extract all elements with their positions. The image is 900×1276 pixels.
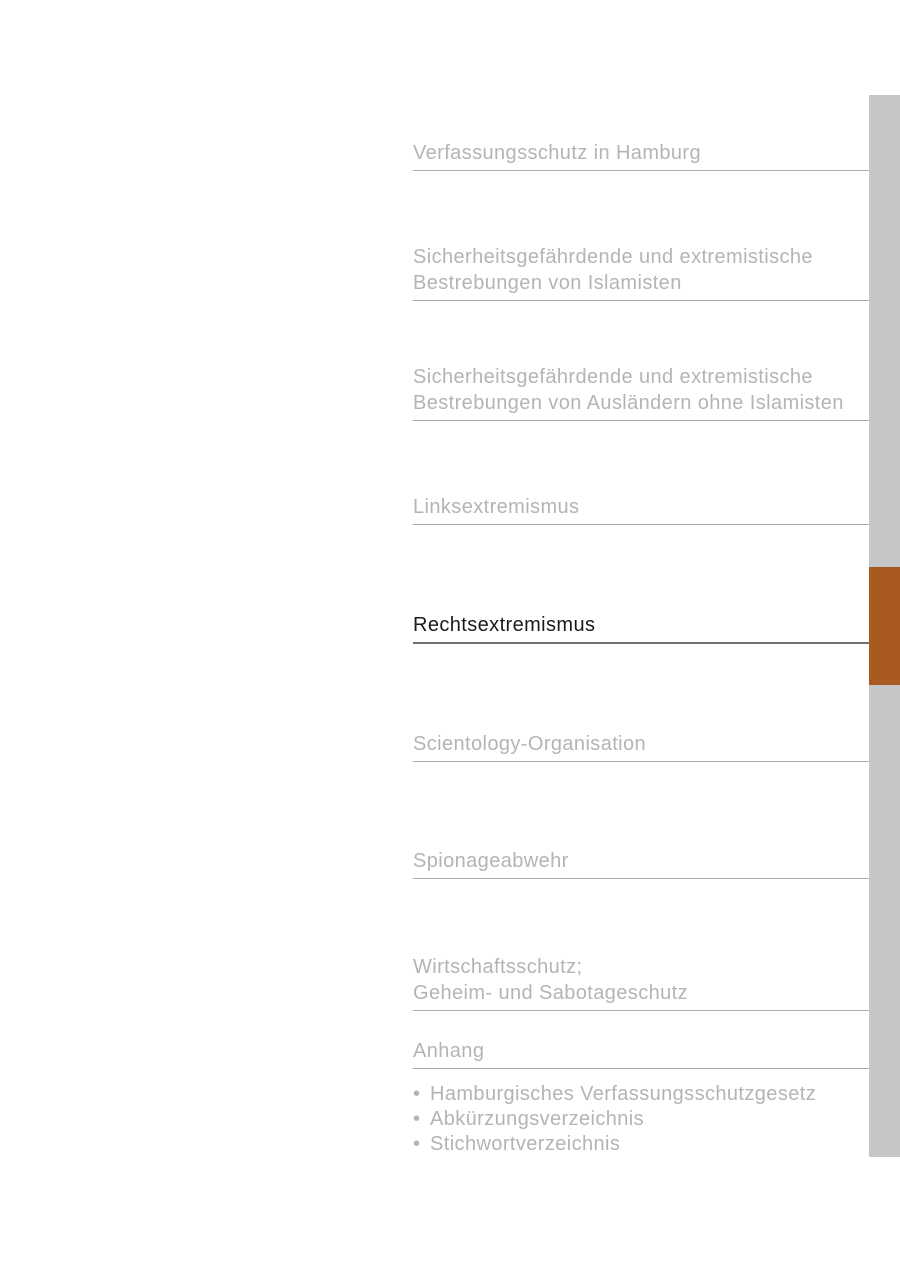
- toc-entry-spionageabwehr: [413, 848, 869, 879]
- section-rule: [413, 170, 869, 171]
- appendix-item-label: Hamburgisches Verfassungsschutzgesetz: [430, 1083, 817, 1105]
- toc-entry-verfassungsschutz-in-hamburg: [413, 140, 869, 171]
- section-rule: [413, 420, 869, 421]
- toc-entry-label: Anhang: [413, 1040, 485, 1062]
- toc-entry-rechtsextremismus-active: [413, 612, 869, 644]
- section-rule: [413, 761, 869, 762]
- toc-entry-scientology-organisation: [413, 731, 869, 762]
- toc-entry-label: Scientology-Organisation: [413, 733, 647, 755]
- toc-entry-label: Bestrebungen von Islamisten: [413, 272, 682, 294]
- appendix-item: [413, 1132, 869, 1157]
- toc-entry-label: Linksextremismus: [413, 496, 580, 518]
- toc-entry-label: Geheim- und Sabotageschutz: [413, 982, 689, 1004]
- appendix-item-label: Stichwortverzeichnis: [430, 1133, 621, 1155]
- toc-entry-anhang: [413, 1038, 869, 1069]
- toc-entry-wirtschaftsschutz: [413, 954, 869, 1011]
- active-chapter-marker: [869, 567, 900, 685]
- toc-entry-linksextremismus: [413, 494, 869, 525]
- toc-entry-label: Rechtsextremismus: [413, 614, 596, 636]
- section-rule: [413, 878, 869, 879]
- section-rule: [413, 1068, 869, 1069]
- appendix-item-label: Abkürzungsverzeichnis: [430, 1108, 645, 1130]
- section-rule: [413, 1010, 869, 1011]
- section-rule-active: [413, 642, 869, 644]
- toc-entry-bestrebungen-islamisten: [413, 244, 869, 301]
- toc-entry-label: Sicherheitsgefährdende und extremistische: [413, 246, 813, 268]
- bullet-icon: •: [413, 1083, 421, 1105]
- appendix-item: [413, 1107, 869, 1132]
- toc-entry-label: Wirtschaftsschutz;: [413, 956, 583, 978]
- appendix-list: [413, 1082, 869, 1157]
- bullet-icon: •: [413, 1108, 421, 1130]
- appendix-item: [413, 1082, 869, 1107]
- toc-entry-label: Bestrebungen von Ausländern ohne Islamisten: [413, 392, 844, 414]
- toc-entry-label: Spionageabwehr: [413, 850, 569, 872]
- toc-entry-label: Verfassungsschutz in Hamburg: [413, 142, 702, 164]
- section-rule: [413, 524, 869, 525]
- section-rule: [413, 300, 869, 301]
- toc-entry-bestrebungen-auslaender: [413, 364, 869, 421]
- bullet-icon: •: [413, 1133, 421, 1155]
- toc-entry-label: Sicherheitsgefährdende und extremistische: [413, 366, 813, 388]
